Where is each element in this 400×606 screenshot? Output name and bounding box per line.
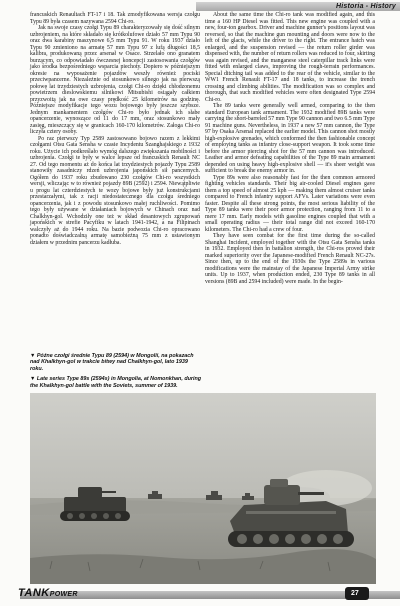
caption-polish: ▼ Późne czołgi średnie Typu 89 (2594) w Mongolii, na pokazach nad Khalkhyn-gol w trakcie bitwy nad Chalkhyn-gol, lato 1939 roku.	[30, 353, 194, 372]
photo-captions	[30, 353, 202, 393]
paragraph: Type 89s were also reasonably fast for the then common armored fighting vehicles standards. Their big air-cooled Diesel engines gave them a top speed of almost 25 kph — making them almost cruiser tanks compared to French infantry support AFVs. Later variations were even faster. Despite all these strong points, the most serious liability of the Type 89 tanks were their poor armor protection, ranging from 11 to a mere 17 mm. Early models with gasoline engines coupled that with a small operating radius — their total range did not exceed 160-170 kilometers. The Chi-ro had a crew of four.	[205, 174, 375, 233]
tanks-photo-illustration	[30, 393, 376, 584]
paragraph: Jak na swoje czasy czołgi Typu 89 charakteryzowały się dość silnym uzbrojeniem, na które składało się krótkolufowe działo 57 mm Typu 90 oraz dwa karabiny maszynowe 6,5 mm Typu 91. W roku 1937 działo Typu 90 zmieniono na armatę 57 mm Typu 97 z lufą długości 18,5 kalibra, produkowaną przez arsenał w Osace. Strzelało ono granatem burzącym, co odpowiadało ówczesnej koncepcji zastosowania czołgów jako środka bezpośredniego wsparcia piechoty. Dopiero w późniejszym okresie na wyposażenie pojazdów weszły również pociski przeciwpancerne. Niezależnie od stosunkowo silnego jak na pierwszą połowę lat trzydziestych uzbrojenia, czołgi Chi-ro dzięki chłodzonemu powietrzem dieslowskiemu silnikowi Mitsubishi osiągały całkiem przyzwoitą jak na owe czasy prędkość 25 kilometrów na godzinę. Późniejsze modyfikacje tego wozu bojowego były jeszcze szybsze. Jednym mankamentem czołgów Chi-ro było jednak ich słabe opancerzenie, wynoszące od 11 do 17 mm, oraz stosunkowo mały zasięg, mieszczący się w granicach 160-170 kilometrów. Załoga Chi-ro liczyła cztery osoby.	[30, 25, 200, 135]
paragraph: The 89 tanks were generally well armed, comparing to the then standard European tank armament. The 1932 modified 89B tanks were carrying the short-barreled 57 mm Type 90 cannon and two 6.5 mm Type 91 machine guns. Nevertheless, in 1937 a new 57 mm cannon, the Type 97 by Osaka Arsenal replaced the earlier model. This cannon shot mostly high-explosive grenades, which conformed the then fashionable concept of employing tanks as infantry close-support weapon. It took some time before the armor piercing shot for the 57 mm cannon was introduced. Leather and armor defeating capabilities of the Type 89 main armament depended on using heavy high-explosive shell — it's sheer weight was sufficient to break the enemy armor in.	[205, 103, 375, 174]
caption-english: ▼ Late series Type 89s (2594s) in Mongolia, at Nomonkhan, during the Khalkhyn-gol battle with the Soviets, summer of 1939.	[30, 376, 202, 389]
section-title: Historia - History	[336, 3, 396, 10]
tanks-photograph	[30, 393, 376, 584]
polish-text-column	[30, 12, 200, 246]
paragraph: They have seen combat for the first time during the so-called Shanghai Incident, employed together with the Otsu Gata Sensha tanks in 1932. Employed then in battalion strength, the Chi-ros proved their marked superiority over the Japanese-modified French Renault NC-27s. Since then, up to the end of the 1930s the Type 2589s in various modifications were the mainstay of the Japanese Imperial Army strike units. Up to 1937, when production ended, 230 Type 89 tanks in all versions (89B and 2594 included) were made. In the begin-	[205, 233, 375, 285]
paragraph: francuskich Renaultach FT-17 i 18. Tak zmodyfikowana wersja czołgu Typu 89 była czasem nazywana 2594 Chi-ro.	[30, 12, 200, 25]
paragraph: Po raz pierwszy Typ 2589 zastosowano bojowo razem z lekkimi czołgami Otsu Gata Sensha w czasie Incydentu Szanghajskiego z 1932 roku. Użycie ich podkreślało wymóg dalszego zwiększania mobilności i uzbrojenia. Czołgi te były w walce lepsze od francuskich Renault NC 27. Od tego momentu aż do końca lat trzydziestych pojazdy Typu 2589 stanowiły zasadniczy rdzeń uzbrojenia japońskich sił pancernych. Ogółem do 1937 roku zbudowano 230 czołgów Chi-ro wszystkich wersji, wliczając w to również pojazdy 89B (2592) i 2594. Niewątpliwie u progu lat czterdziestych te wozy bojowe były już konstrukcjami przestarzałymi, tak z racji niedostatecznego dla czołgu średniego opancerzenia, jak i z powodu stosunkowo małej ruchliwości. Pomimo tego były używane w działaniach bojowych w Chinach oraz nad Chalkhyn-gol. Wchodziły one też w skład desantowych zgrupowań japońskich w strefie Pacyfiku w latach 1941-1942, a na Filipinach walczyły aż do 1944 roku. Na bazie podwozia Chi-ro opracowano ponadto doświadczalną armatę samobieżną 75 mm z ustawionym działem w przednim pancerzu kadłuba.	[30, 135, 200, 246]
logo-main-text: TANK	[18, 587, 50, 599]
english-text-column	[205, 12, 375, 285]
section-header-bar	[196, 2, 400, 11]
page-number: 27	[351, 590, 359, 597]
logo-sub-text: POWER	[49, 591, 78, 598]
magazine-logo	[18, 587, 78, 601]
paragraph: About the same time the Chi-ro tank was modified again, and this time a 160 HP Diesel was fitted. This new engine was coupled with a new, four-ton gearbox. Driver and machine gunner's positions layout was reversed, so that the machine gun mounting and doors were now to the left of the glacis, while the driver to the right. The entrance hatch was enlarged, and the suspension revised — the return roller girder was dispensed with, the number of return rollers was reduced to four, skirting was again revised, and the manganese steel caterpillar track links were fitted with enlarged claws, improving the rough-terrain performances. Special ditching tail was added to the rear of the vehicle, similar to the WW1 French Renault FT-17 and 18 tanks, to increase the trench crossing and climbing abilities. The modification was so complex and thorough, that such modified vehicles were often designated Type 2594 Chi-ro.	[205, 12, 375, 103]
